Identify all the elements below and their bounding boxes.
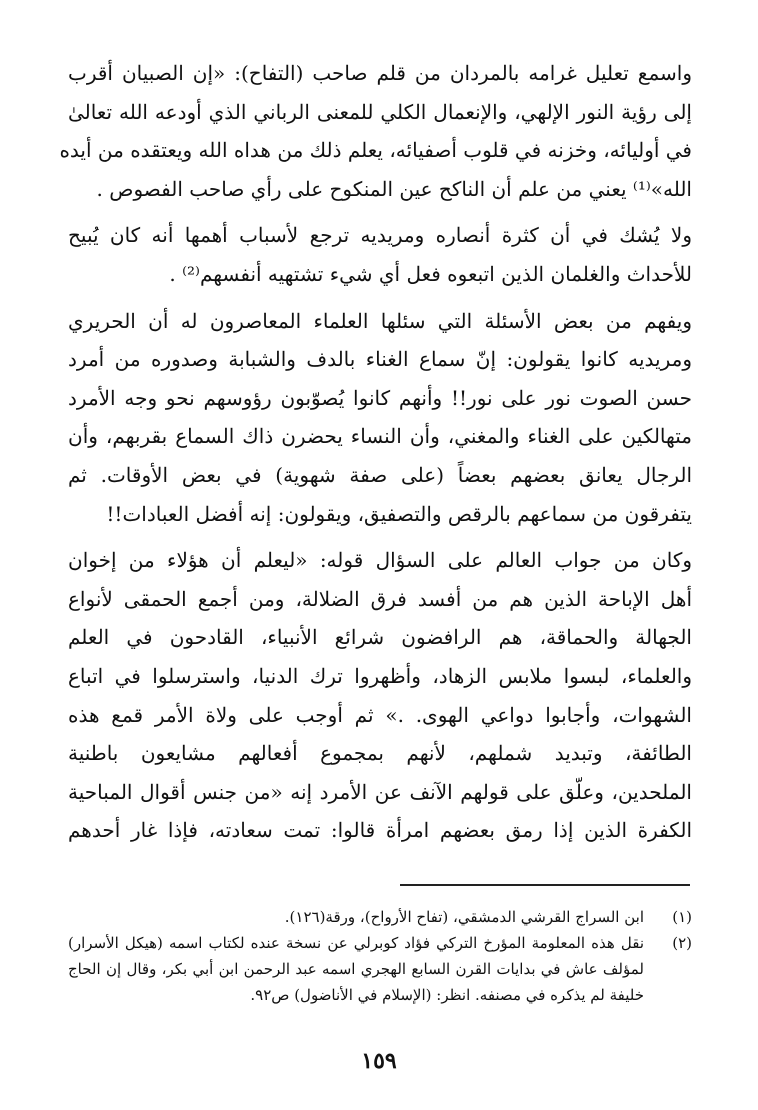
text-line: الشهوات، وأجابوا دواعي الهوى. .» ثم أوجب على ولاة الأمر قمع هذه <box>68 702 692 727</box>
footnote-line: نقل هذه المعلومة المؤرخ التركي فؤاد كوبرلي عن نسخة عنده لكتاب اسمه (هيكل الأسرار) <box>68 934 644 952</box>
text-line: الملحدين، وعلّق على قولهم الآنف عن الأمرد إنه «من جنس أقوال المباحية <box>68 779 692 804</box>
paragraph <box>68 216 692 293</box>
text-line: أهل الإباحة الذين هم من أفسد فرق الضلالة، ومن أجمع الحمقى لأنواع <box>68 586 692 611</box>
text-line: يتفرقون من سماعهم بالرقص والتصفيق، ويقولون: إنه أفضل العبادات!! <box>106 501 692 526</box>
footnotes <box>68 904 692 1008</box>
main-text <box>59 54 692 858</box>
text-line: ولا يُشك في أن كثرة أنصاره ومريديه ترجع لأسباب أهمها أنه كان يُبيح <box>68 223 692 248</box>
text-line: ومريديه كانوا يقولون: إنّ سماع الغناء بالدف والشبابة وصدوره من أمرد <box>68 347 692 372</box>
text-line: والعلماء، لبسوا ملابس الزهاد، وأظهروا ترك الدنيا، واسترسلوا في اتباع <box>68 663 692 688</box>
footnote-number: (١) <box>672 908 692 926</box>
text-line: وكان من جواب العالم على السؤال قوله: «ليعلم أن هؤلاء من إخوان <box>68 548 692 573</box>
text-line: الطائفة، وتبديد شملهم، لأنهم بمجموع أفعالهم مشايعون باطنية <box>68 741 692 766</box>
text-line: واسمع تعليل غرامه بالمردان من قلم صاحب (التفاح): «إن الصبيان أقرب <box>68 61 692 85</box>
paragraph <box>59 54 692 208</box>
footnote-line: ابن السراج القرشي الدمشقي، (تفاح الأرواح)، ورقة(١٢٦). <box>284 908 644 926</box>
page-number: ١٥٩ <box>361 1048 397 1074</box>
text-line: للأحداث والغلمان الذين اتبعوه فعل أي شيء تشتهيه أنفسهم⁽²⁾ . <box>169 261 692 286</box>
text-line: الرجال يعانق بعضهم بعضاً (على صفة شهوية) في بعض الأوقات. ثم <box>68 462 692 487</box>
paragraph <box>68 541 692 850</box>
text-line: في أوليائه، وخزنه في قلوب أصفيائه، يعلم ذلك من هداه الله ويعتقده من أيده <box>59 138 692 163</box>
footnote-number: (٢) <box>672 934 692 952</box>
footnote-body <box>68 930 644 1008</box>
footnote-line: لمؤلف عاش في بدايات القرن السابع الهجري اسمه عبد الرحمن ابن أبي بكر، وقال إن الحاج <box>68 960 644 978</box>
text-line: متهالكين على الغناء والمغني، وأن النساء يحضرن ذاك السماع بقربهم، وأن <box>68 424 692 449</box>
text-line: الله»⁽¹⁾ يعني من علم أن الناكح عين المنكوح على رأي صاحب الفصوص . <box>96 176 692 201</box>
footnote-line: خليفة لم يذكره في مصنفه. انظر: (الإسلام في الأناضول) ص٩٢. <box>250 986 644 1004</box>
text-line: إلى رؤية النور الإلهي، والإنعمال الكلي للمعنى الرباني الذي أودعه الله تعالىٰ <box>68 99 692 124</box>
text-line: الكفرة الذين إذا رمق بعضهم امرأة قالوا: تمت سعادته، فإذا غار أحدهم <box>68 818 692 843</box>
text-line: الجهالة والحماقة، هم الرافضون شرائع الأنبياء، القادحون في العلم <box>68 625 692 650</box>
text-line: ويفهم من بعض الأسئلة التي سئلها العلماء المعاصرون له أن الحريري <box>68 308 692 333</box>
text-line: حسن الصوت نور على نور!! وأنهم كانوا يُصوّبون رؤوسهم نحو وجه الأمرد <box>68 385 692 410</box>
footnote-2 <box>68 930 692 1008</box>
footnote-body <box>68 904 644 930</box>
paragraph <box>68 302 692 534</box>
footnote-divider <box>400 884 690 886</box>
footnote-1 <box>68 904 692 930</box>
